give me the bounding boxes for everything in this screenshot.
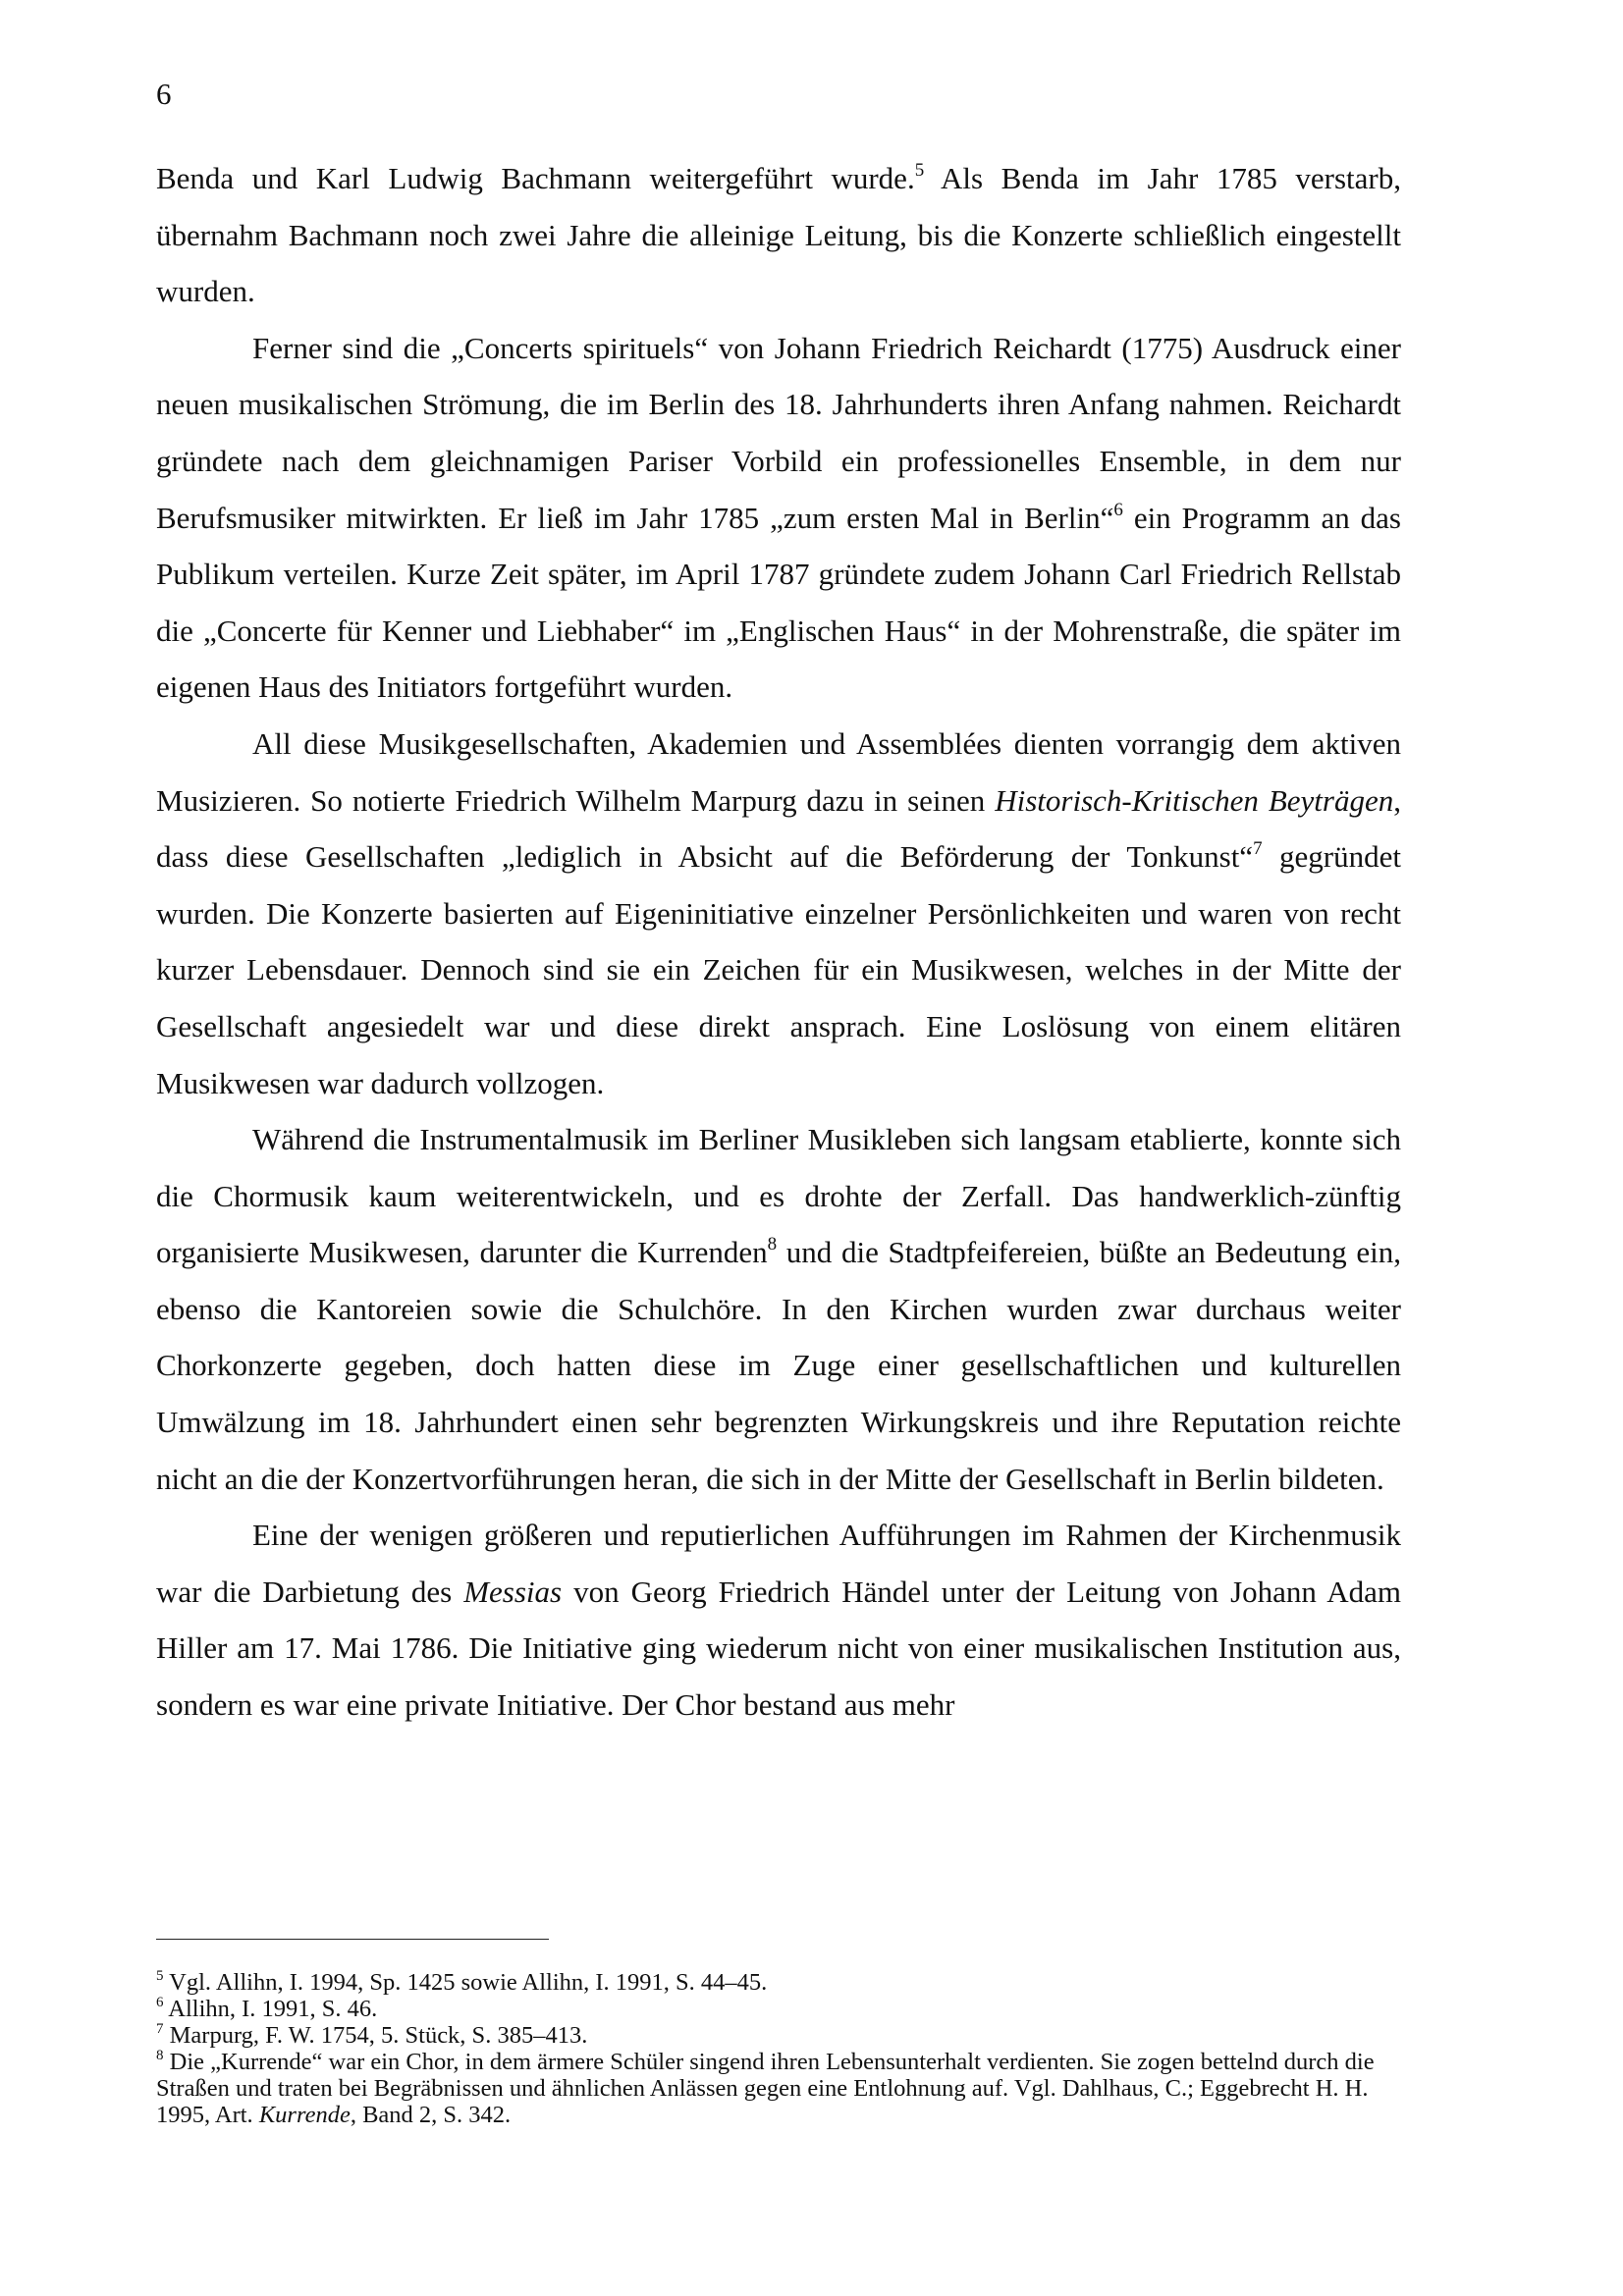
paragraph-4	[156, 1111, 1401, 1507]
footnote-ref-8[interactable]: 8	[767, 1234, 778, 1255]
footnote-number: 7	[156, 2021, 164, 2037]
footnote-separator	[156, 1939, 549, 1940]
paragraph-2	[156, 320, 1401, 716]
paragraph-text: Ferner sind die „Concerts spirituels“ von Johann Friedrich Reichardt (1775) Ausdruck einer neuen musikalischen Strömung, die im Berlin des 18. Jahrhunderts ihren Anfang nahmen. Reichardt gründete nach dem gleichnamigen Pariser Vorbild ein professionelles Ensemble, in dem nur Berufsmusiker mitwirkten. Er ließ im Jahr 1785 „zum ersten Mal in Berlin“	[156, 330, 1401, 535]
footnote-6	[156, 1996, 1401, 2022]
footnote-number: 5	[156, 1968, 164, 1984]
footnote-text: , Band 2, S. 342.	[350, 2102, 512, 2128]
paragraph-text: gegründet wurden. Die Konzerte basierten auf Eigeninitiative einzelner Persönlichkeiten und waren von recht kurzer Lebensdauer. Dennoch sind sie ein Zeichen für ein Musikwesen, welches in der Mitte der Gesellschaft angesiedelt war und diese direkt ansprach. Eine Loslösung von einem elitären Musikwesen war dadurch vollzogen.	[156, 839, 1401, 1100]
footnote-8	[156, 2049, 1401, 2128]
page-number: 6	[156, 77, 172, 111]
paragraph-5	[156, 1507, 1401, 1733]
italic-title: Messias	[463, 1574, 563, 1609]
footnote-ref-6[interactable]: 6	[1113, 499, 1123, 520]
paragraph-text: All diese Musikgesellschaften, Akademien und Assemblées dienten vorrangig dem aktiven Musizieren. So notierte Friedrich Wilhelm Marpurg dazu in seinen	[156, 725, 1401, 818]
italic-title: Kurrende	[258, 2102, 351, 2128]
paragraph-text: Als Benda im Jahr 1785 verstarb, übernahm Bachmann noch zwei Jahre die alleinige Leitung, bis die Konzerte schließlich eingestellt wurden.	[156, 161, 1401, 309]
paragraph-1	[156, 150, 1401, 320]
paragraph-text: von Georg Friedrich Händel unter der Leitung von Johann Adam Hiller am 17. Mai 1786. Die Initiative ging wiederum nicht von einer musikalischen Institution aus, sondern es war eine private Initiative. Der Chor bestand aus mehr	[156, 1574, 1401, 1723]
paragraph-text: und die Stadtpfeifereien, büßte an Bedeutung ein, ebenso die Kantoreien sowie die Schulchöre. In den Kirchen wurden zwar durchaus weiter Chorkonzerte gegeben, doch hatten diese im Zuge einer gesellschaftlichen und kulturellen Umwälzung im 18. Jahrhundert einen sehr begrenzten Wirkungskreis und ihre Reputation reichte nicht an die der Konzertvorführungen heran, die sich in der Mitte der Gesellschaft in Berlin bildeten.	[156, 1235, 1401, 1496]
paragraph-text: , dass diese Gesellschaften „lediglich in Absicht auf die Beförderung der Tonkunst“	[156, 782, 1401, 875]
footnotes	[156, 1969, 1401, 2128]
footnote-ref-5[interactable]: 5	[914, 160, 925, 181]
body-text	[156, 150, 1401, 1734]
footnote-7	[156, 2022, 1401, 2049]
paragraph-text: Eine der wenigen größeren und reputierlichen Aufführungen im Rahmen der Kirchenmusik war die Darbietung des	[156, 1518, 1401, 1609]
footnote-text: Allihn, I. 1991, S. 46.	[163, 1996, 378, 2022]
paragraph-text: ein Programm an das Publikum verteilen. Kurze Zeit später, im April 1787 gründete zudem Johann Carl Friedrich Rellstab die „Concerte für Kenner und Liebhaber“ im „Englischen Haus“ in der Mohrenstraße, die später im eigenen Haus des Initiators fortgeführt wurden.	[156, 500, 1401, 705]
footnote-ref-7[interactable]: 7	[1253, 838, 1263, 860]
footnote-text: Die „Kurrende“ war ein Chor, in dem ärmere Schüler singend ihren Lebensunterhalt verdienten. Sie zogen bettelnd durch die Straßen und traten bei Begräbnissen und ähnlichen Anlässen gegen eine Entlohnung auf. Vgl. Dahlhaus, C.; Eggebrecht H. H. 1995, Art.	[156, 2049, 1375, 2128]
footnote-text: Marpurg, F. W. 1754, 5. Stück, S. 385–413.	[163, 2022, 588, 2049]
footnote-5	[156, 1969, 1401, 1996]
paragraph-text: Während die Instrumentalmusik im Berliner Musikleben sich langsam etablierte, konnte sich die Chormusik kaum weiterentwickeln, und es drohte der Zerfall. Das handwerklich-zünftig organisierte Musikwesen, darunter die Kurrenden	[156, 1122, 1401, 1270]
paragraph-3	[156, 716, 1401, 1111]
footnote-number: 6	[156, 1995, 164, 2010]
italic-title: Historisch-Kritischen Beyträgen	[995, 782, 1394, 818]
paragraph-text: Benda und Karl Ludwig Bachmann weitergeführt wurde.	[156, 161, 915, 195]
footnote-number: 8	[156, 2048, 164, 2063]
footnote-text: Vgl. Allihn, I. 1994, Sp. 1425 sowie Allihn, I. 1991, S. 44–45.	[163, 1969, 768, 1996]
